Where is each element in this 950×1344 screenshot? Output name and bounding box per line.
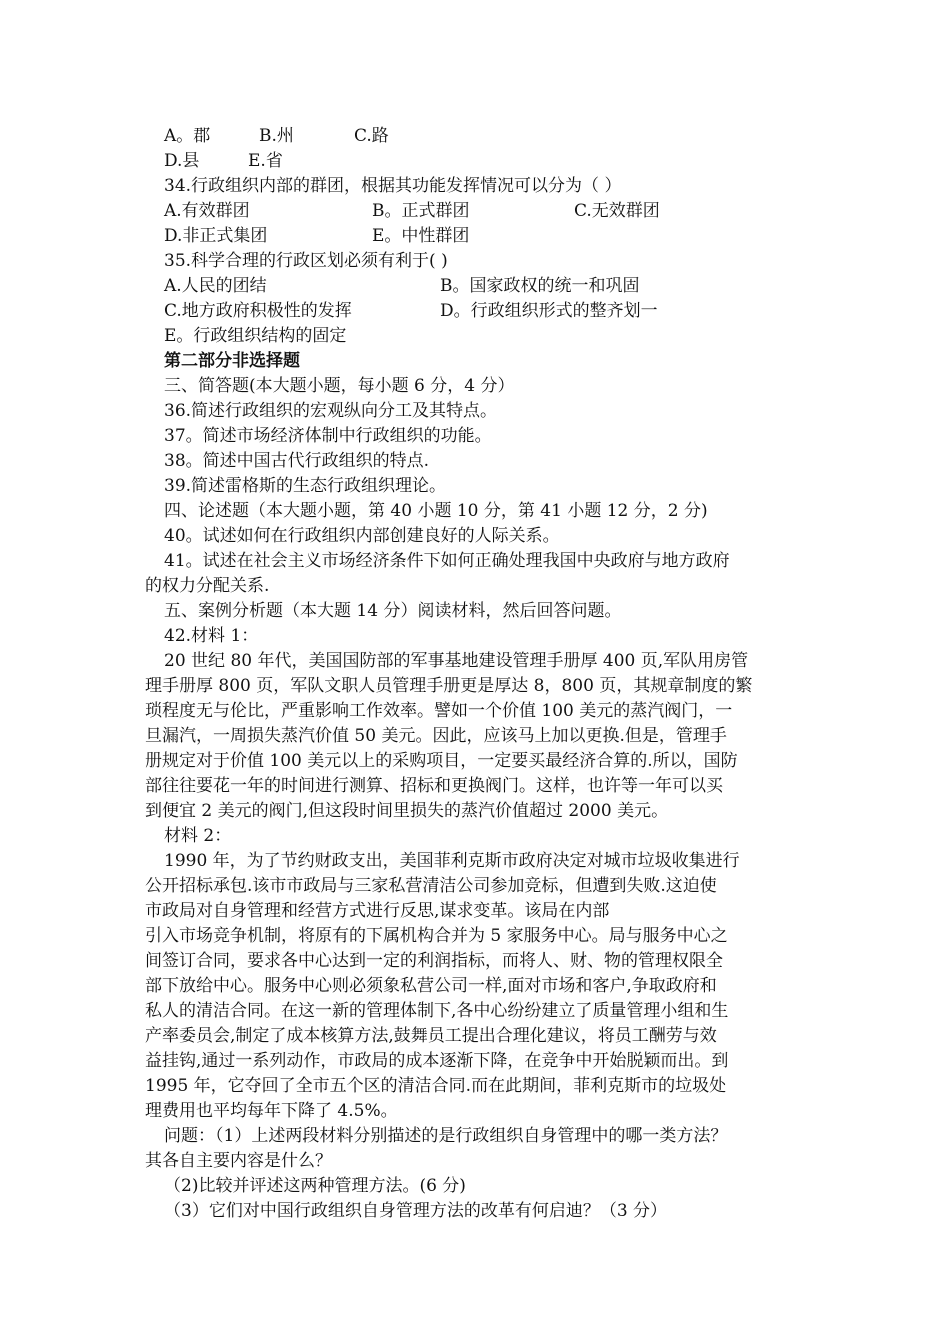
q34-option-c: C.无效群团 [574,201,660,221]
q34-stem: 34.行政组织内部的群团，根据其功能发挥情况可以分为（ ） [164,176,622,196]
q33-option-b: B.州 [259,126,294,146]
q35-option-e: E。行政组织结构的固定 [164,326,347,346]
material-2-heading: 材料 2： [164,826,232,846]
material-1-line: 旦漏汽，一周损失蒸汽价值 50 美元。因此，应该马上加以更换.但是，管理手 [145,726,727,746]
q34-option-d: D.非正式集团 [164,226,268,246]
material-2-line: 市政局对自身管理和经营方式进行反思,谋求变革。该局在内部 [145,901,610,921]
q39: 39.简述雷格斯的生态行政组织理论。 [164,476,447,496]
q33-option-e: E.省 [248,151,283,171]
q34-option-e: E。中性群团 [372,226,470,246]
material-2-line: 理费用也平均每年下降了 4.5%。 [145,1101,398,1121]
section4-title: 四、论述题（本大题小题，第 40 小题 10 分，第 41 小题 12 分，2 分) [164,501,708,521]
question-line: 其各自主要内容是什么？ [145,1151,332,1171]
material-2-line: 产率委员会,制定了成本核算方法,鼓舞员工提出合理化建议，将员工酬劳与效 [145,1026,717,1046]
material-2-line: 益挂钩,通过一系列动作，市政局的成本逐渐下降，在竞争中开始脱颖而出。到 [145,1051,729,1071]
material-1-line: 20 世纪 80 年代，美国国防部的军事基地建设管理手册厚 400 页,军队用房管 [164,651,749,671]
q41-line-2: 的权力分配关系. [145,576,270,596]
q35-option-a: A.人民的团结 [164,276,267,296]
material-2-line: 间签订合同，要求各中心达到一定的利润指标，而将人、财、物的管理权限全 [145,951,723,971]
material-2-line: 1990 年，为了节约财政支出，美国菲利克斯市政府决定对城市垃圾收集进行 [164,851,740,871]
material-2-line: 引入市场竞争机制，将原有的下属机构合并为 5 家服务中心。局与服务中心之 [145,926,728,946]
q36: 36.简述行政组织的宏观纵向分工及其特点。 [164,401,498,421]
material-2-line: 部下放给中心。服务中心则必须象私营公司一样,面对市场和客户,争取政府和 [145,976,717,996]
material-1-line: 到便宜 2 美元的阀门,但这段时间里损失的蒸汽价值超过 2000 美元。 [145,801,669,821]
q33-option-c: C.路 [354,126,389,146]
material-1-line: 册规定对于价值 100 美元以上的采购项目，一定要买最经济合算的.所以，国防 [145,751,738,771]
material-1-line: 理手册厚 800 页，军队文职人员管理手册更是厚达 8，800 页，其规章制度的繁 [145,676,753,696]
q42-material-1-heading: 42.材料 1： [164,626,259,646]
q35-option-d: D。行政组织形式的整齐划一 [440,301,658,321]
material-2-line: 私人的清洁合同。在这一新的管理体制下,各中心纷纷建立了质量管理小组和生 [145,1001,729,1021]
part2-title: 第二部分非选择题 [164,351,300,371]
q35-option-b: B。国家政权的统一和巩固 [440,276,640,296]
q38: 38。简述中国古代行政组织的特点. [164,451,430,471]
q34-option-a: A.有效群团 [164,201,250,221]
q35-stem: 35.科学合理的行政区划必须有利于( ) [164,251,448,271]
question-line: 问题：（1）上述两段材料分别描述的是行政组织自身管理中的哪一类方法？ [164,1126,728,1146]
section5-title: 五、案例分析题（本大题 14 分）阅读材料，然后回答问题。 [164,601,622,621]
material-1-line: 琐程度无与伦比，严重影响工作效率。譬如一个价值 100 美元的蒸汽阀门，一 [145,701,733,721]
q41-line-1: 41。试述在社会主义市场经济条件下如何正确处理我国中央政府与地方政府 [164,551,730,571]
question-line: （3）它们对中国行政组织自身管理方法的改革有何启迪？（3 分） [164,1201,668,1221]
q35-option-c: C.地方政府积极性的发挥 [164,301,352,321]
material-1-line: 部往往要花一年的时间进行测算、招标和更换阀门。这样，也许等一年可以买 [145,776,723,796]
q40: 40。试述如何在行政组织内部创建良好的人际关系。 [164,526,560,546]
q33-option-a: A。郡 [164,126,211,146]
q37: 37。简述市场经济体制中行政组织的功能。 [164,426,492,446]
q33-option-d: D.县 [164,151,200,171]
material-2-line: 1995 年，它夺回了全市五个区的清洁合同.而在此期间，菲利克斯市的垃圾处 [145,1076,727,1096]
question-line: （2)比较并评述这两种管理方法。(6 分) [164,1176,466,1196]
section3-title: 三、简答题(本大题小题，每小题 6 分，4 分） [164,376,515,396]
q34-option-b: B。正式群团 [372,201,470,221]
material-2-line: 公开招标承包.该市市政局与三家私营清洁公司参加竞标，但遭到失败.这迫使 [145,876,717,896]
